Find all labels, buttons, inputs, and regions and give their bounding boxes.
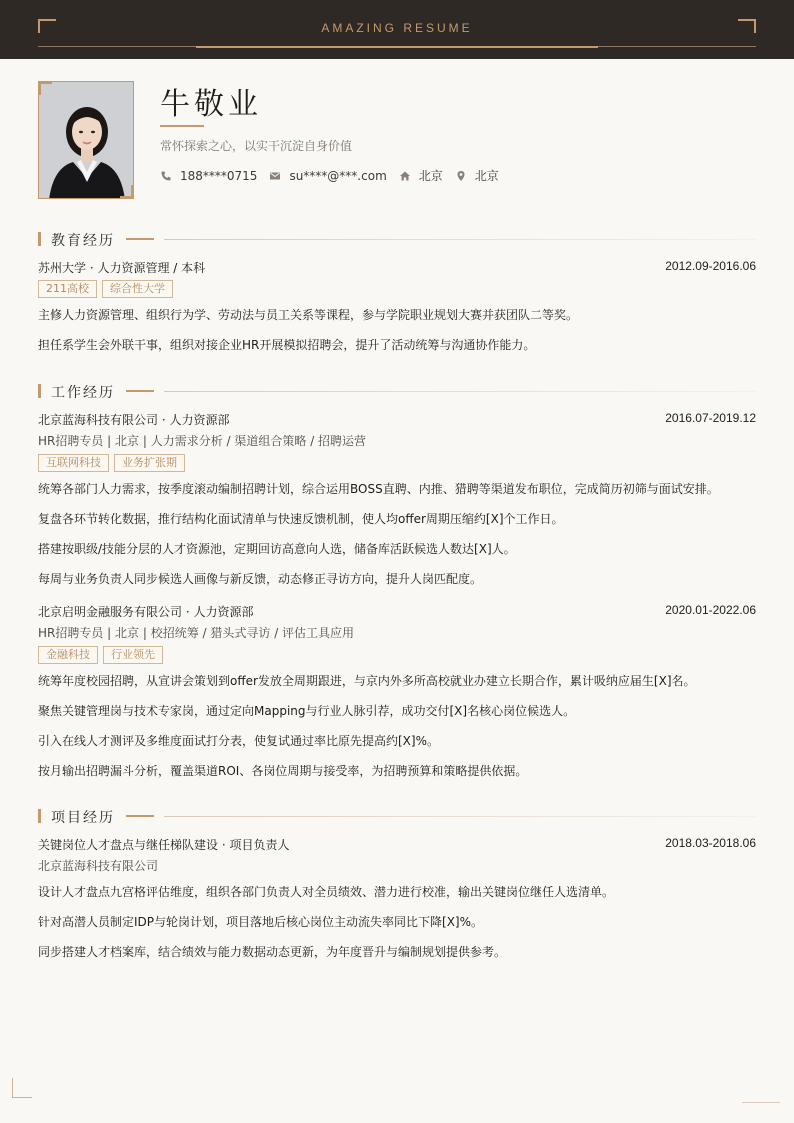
job-role: HR招聘专员 | 北京 | 人力需求分析 / 渠道组合策略 / 招聘运营	[38, 434, 367, 448]
entry-date: 2012.09-2016.06	[665, 259, 756, 273]
contact-info	[160, 167, 511, 184]
tag: 211高校	[38, 280, 97, 298]
project-entry	[38, 836, 756, 967]
candidate-name: 牛敬业	[160, 87, 262, 122]
entry-bullet: 聚焦关键管理岗与技术专家岗，通过定向Mapping与行业人脉引荐，成功交付[X]名核心岗位候选人。	[38, 704, 576, 718]
section-title: 工作经历	[51, 385, 115, 401]
entry-bullet: 每周与业务负责人同步候选人画像与新反馈，动态修正寻访方向，提升人岗匹配度。	[38, 572, 483, 586]
footer-line	[742, 1102, 780, 1103]
section-header	[38, 808, 756, 826]
contact-phone[interactable]	[160, 169, 257, 183]
work-section	[38, 383, 756, 786]
header-bar	[0, 0, 794, 59]
section-rule	[164, 239, 756, 240]
entry-bullet: 担任系学生会外联干事，组织对接企业HR开展模拟招聘会，提升了活动统筹与沟通协作能力。	[38, 338, 536, 352]
profile-photo	[38, 81, 134, 199]
company-name: 北京启明金融服务有限公司 · 人力资源部	[38, 605, 254, 619]
entry-date: 2018.03-2018.06	[665, 836, 756, 850]
project-section	[38, 808, 756, 967]
location-city: 北京	[474, 169, 499, 183]
tag-list	[38, 646, 756, 665]
email-address: su****@***.com	[289, 168, 387, 183]
entry-date: 2016.07-2019.12	[665, 411, 756, 425]
entry-date: 2020.01-2022.06	[665, 603, 756, 617]
photo-corner	[120, 185, 134, 199]
section-dash	[126, 238, 154, 240]
project-name: 关键岗位人才盘点与继任梯队建设 · 项目负责人	[38, 838, 290, 852]
entry-bullet: 统筹年度校园招聘，从宣讲会策划到offer发放全周期跟进，与京内外多所高校就业办建立长期合作，累计吸纳应届生[X]名。	[38, 674, 696, 688]
section-title: 教育经历	[51, 233, 115, 249]
entry-header	[38, 836, 756, 854]
section-dash	[126, 390, 154, 392]
contact-home	[399, 167, 443, 184]
entry-bullet: 设计人才盘点九宫格评估维度，组织各部门负责人对全员绩效、潜力进行校准，输出关键岗位继任人选清单。	[38, 885, 615, 899]
tag-list	[38, 280, 756, 299]
section-marker	[38, 809, 41, 823]
contact-email[interactable]	[269, 169, 386, 183]
tag: 综合性大学	[102, 280, 173, 298]
candidate-motto: 常怀探索之心，以实干沉淀自身价值	[160, 139, 353, 153]
entry-bullet: 搭建按职级/技能分层的人才资源池，定期回访高意向人选，储备库活跃候选人数达[X]人。	[38, 542, 516, 556]
section-marker	[38, 232, 41, 246]
section-header	[38, 383, 756, 401]
section-title: 项目经历	[51, 810, 115, 826]
school-name: 苏州大学 · 人力资源管理 / 本科	[38, 261, 206, 275]
education-entry	[38, 259, 756, 360]
phone-icon	[160, 170, 172, 182]
entry-header	[38, 411, 756, 429]
entry-bullet: 主修人力资源管理、组织行为学、劳动法与员工关系等课程，参与学院职业规划大赛并获团队二等奖。	[38, 308, 579, 322]
corner-decoration	[12, 1078, 32, 1098]
work-entry	[38, 411, 756, 594]
home-city: 北京	[418, 169, 443, 183]
company-name: 北京蓝海科技有限公司 · 人力资源部	[38, 413, 230, 427]
tag: 互联网科技	[38, 454, 109, 472]
section-marker	[38, 384, 41, 398]
tag: 金融科技	[38, 646, 98, 664]
entry-bullet: 针对高潜人员制定IDP与轮岗计划，项目落地后核心岗位主动流失率同比下降[X]%。	[38, 915, 484, 929]
entry-header	[38, 603, 756, 621]
photo-corner	[38, 81, 52, 95]
entry-header	[38, 259, 756, 277]
brand-title: AMAZING RESUME	[321, 21, 473, 35]
entry-bullet: 同步搭建人才档案库，结合绩效与能力数据动态更新，为年度晋升与编制规划提供参考。	[38, 945, 507, 959]
entry-bullet: 统筹各部门人力需求，按季度滚动编制招聘计划，综合运用BOSS直聘、内推、猎聘等渠道发布职位，完成简历初筛与面试安排。	[38, 482, 719, 496]
tag: 行业领先	[103, 646, 163, 664]
header-accent-line	[196, 46, 598, 48]
work-entry	[38, 603, 756, 786]
job-role: HR招聘专员 | 北京 | 校招统筹 / 猎头式寻访 / 评估工具应用	[38, 626, 355, 640]
mail-icon	[269, 170, 281, 182]
phone-number: 188****0715	[180, 168, 258, 183]
project-org: 北京蓝海科技有限公司	[38, 859, 159, 873]
entry-bullet: 引入在线人才测评及多维度面试打分表，使复试通过率比原先提高约[X]%。	[38, 734, 439, 748]
section-rule	[164, 816, 756, 817]
section-rule	[164, 391, 756, 392]
section-header	[38, 231, 756, 249]
portrait-image	[39, 82, 134, 199]
location-pin-icon	[455, 170, 467, 182]
education-section	[38, 231, 756, 360]
tag: 业务扩张期	[114, 454, 185, 472]
entry-bullet: 按月输出招聘漏斗分析，覆盖渠道ROI、各岗位周期与接受率，为招聘预算和策略提供依据。	[38, 764, 528, 778]
section-dash	[126, 815, 154, 817]
contact-location	[455, 167, 499, 184]
tag-list	[38, 454, 756, 473]
home-icon	[399, 170, 411, 182]
entry-bullet: 复盘各环节转化数据，推行结构化面试清单与快速反馈机制，使人均offer周期压缩约[X]个工作日。	[38, 512, 564, 526]
name-underline	[160, 125, 204, 127]
